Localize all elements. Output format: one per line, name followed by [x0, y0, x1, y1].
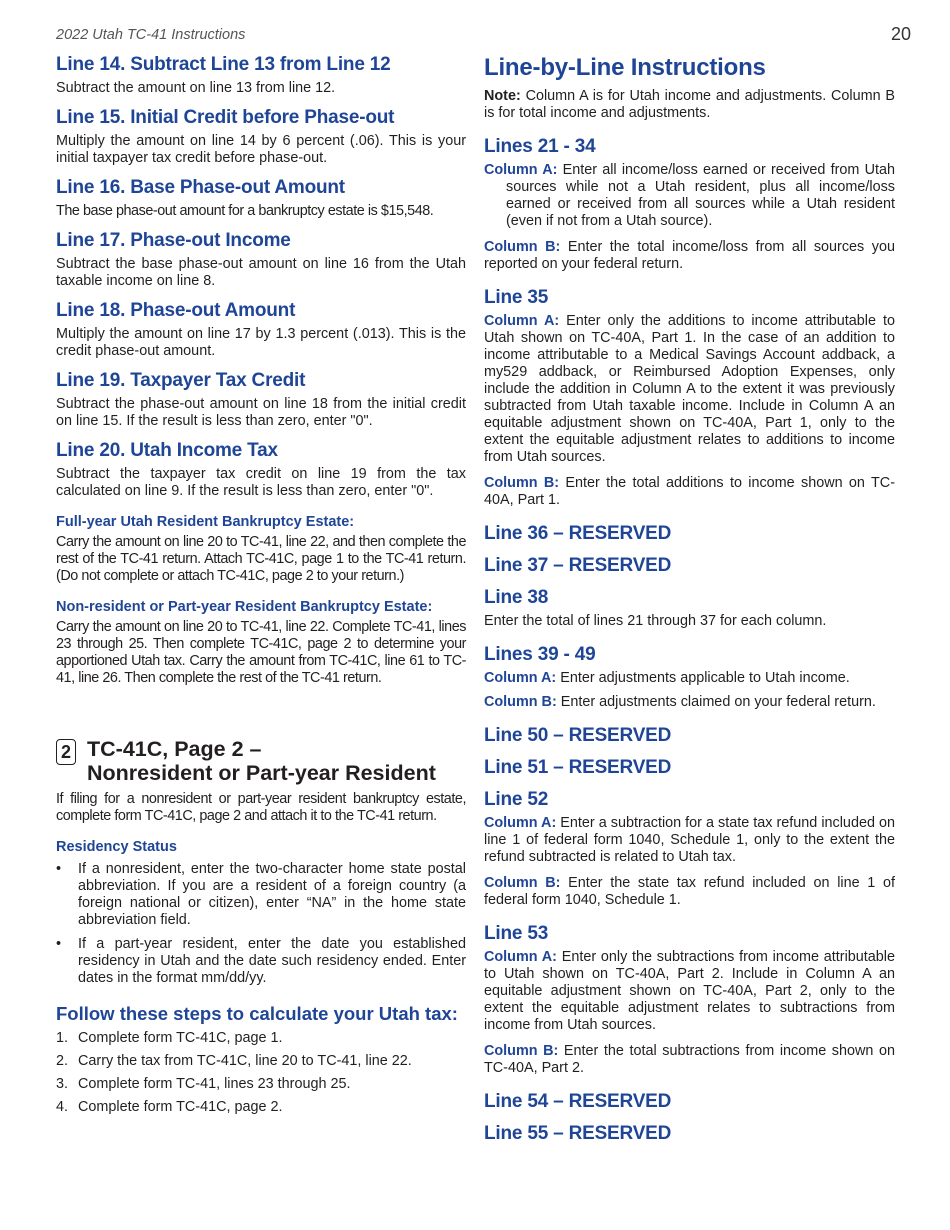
- full-year-heading: Full-year Utah Resident Bankruptcy Estate:: [56, 514, 355, 530]
- line-16-heading: Line 16. Base Phase-out Amount: [56, 177, 345, 198]
- non-resident-text: Carry the amount on line 20 to TC-41, line 22. Complete TC-41, lines 23 through 25. Then complete TC-41C, page 2 to determine your apportioned Utah tax. Carry the amount from TC-41C, line 61 to TC-41, line 26. Then complete the rest of the TC-41 return.: [56, 619, 466, 686]
- part2-title: [87, 737, 436, 785]
- step-number: 4.: [56, 1099, 69, 1115]
- part2-heading: [56, 737, 466, 785]
- line-17-text: Subtract the base phase-out amount on line 16 from the Utah taxable income on line 8.: [56, 256, 466, 289]
- list-item: [56, 861, 466, 929]
- lines-21-34-section: [484, 136, 895, 273]
- column-a-text: [484, 670, 895, 687]
- line-38-text: Enter the total of lines 21 through 37 for each column.: [484, 613, 827, 629]
- line-18-section: [56, 300, 466, 360]
- line-52-section: [484, 789, 895, 909]
- column-a-text: [484, 313, 895, 466]
- column-b-body: Enter adjustments claimed on your federal return.: [556, 694, 876, 710]
- column-a-label: Column A:: [484, 949, 557, 965]
- column-a-body: Enter a subtraction for a state tax refund included on line 1 of federal form 1040, Schedule 1, only to the extent the refund subtracted is related to Utah tax.: [484, 815, 895, 865]
- part2-title-line2: Nonresident or Part-year Resident: [87, 761, 436, 785]
- column-b-text: [484, 1043, 895, 1077]
- column-b-label: Column B:: [484, 875, 561, 891]
- left-column: [56, 54, 466, 1122]
- line-54-heading: Line 54 – RESERVED: [484, 1091, 672, 1112]
- column-a-body: Enter only the subtractions from income attributable to Utah shown on TC-40A, Part 2. Include in Column A an equitable adjustment shown on TC-40A, Part 2, only to the extent the equitable adjustment relates to subtractions from income from Utah sources.: [484, 949, 895, 1033]
- column-a-label: Column A:: [484, 313, 560, 329]
- bullet-marker: •: [56, 861, 62, 877]
- column-b-body: Enter the total income/loss from all sources you reported on your federal return.: [484, 239, 895, 272]
- steps-heading: Follow these steps to calculate your Utah tax:: [56, 1003, 458, 1024]
- line-35-section: [484, 287, 895, 509]
- step-number: 2.: [56, 1053, 69, 1069]
- lines-39-49-section: [484, 644, 895, 711]
- lines-21-34-heading: Lines 21 - 34: [484, 136, 596, 157]
- column-b-text: [484, 239, 895, 273]
- line-19-text: Subtract the phase-out amount on line 18 from the initial credit on line 15. If the result is less than zero, enter "0".: [56, 396, 466, 429]
- line-53-heading: Line 53: [484, 923, 549, 944]
- column-b-label: Column B:: [484, 239, 561, 255]
- line-15-text: Multiply the amount on line 14 by 6 percent (.06). This is your initial taxpayer tax credit before phase-out.: [56, 133, 466, 166]
- line-52-heading: Line 52: [484, 789, 549, 810]
- note-label: Note:: [484, 88, 521, 104]
- full-year-section: [56, 514, 466, 585]
- non-resident-heading: Non-resident or Part-year Resident Bankruptcy Estate:: [56, 599, 433, 615]
- line-17-section: [56, 230, 466, 290]
- line-15-section: [56, 107, 466, 167]
- column-a-body: Enter only the additions to income attributable to Utah shown on TC-40A, Part 1. In the case of an addition to income attributable to a Medical Savings Account addback, a my529 addback, or Reimbursed Adoption Expenses, only include the addition in Column A to the extent it was previously subtracted from Utah taxable income. Include in Column A an equitable adjustment shown on TC-40A, Part 1, only to the extent the equitable adjustment relates to additions to income from Utah sources.: [484, 313, 895, 465]
- step-text: Complete form TC-41C, page 2.: [78, 1099, 283, 1115]
- step-text: Complete form TC-41, lines 23 through 25.: [78, 1076, 351, 1092]
- note-paragraph: [484, 88, 895, 122]
- line-19-heading: Line 19. Taxpayer Tax Credit: [56, 370, 306, 391]
- part2-title-line1: TC-41C, Page 2 –: [87, 737, 262, 761]
- part2-section: [56, 737, 466, 1116]
- column-b-label: Column B:: [484, 475, 560, 491]
- line-36-heading: Line 36 – RESERVED: [484, 523, 672, 544]
- non-resident-section: [56, 599, 466, 687]
- line-19-section: [56, 370, 466, 430]
- column-a-body: Enter all income/loss earned or received from Utah sources while not a Utah resident, plus all income/loss earned or received from all sources while a Utah resident (even if not from a Utah source).: [506, 162, 895, 229]
- section-title: Line-by-Line Instructions: [484, 54, 766, 81]
- step-text: Complete form TC-41C, page 1.: [78, 1030, 283, 1046]
- list-item: [56, 1053, 466, 1070]
- list-item: [56, 1099, 466, 1116]
- column-a-label: Column A:: [484, 162, 558, 178]
- page-number: 20: [891, 24, 912, 44]
- column-a-text: [484, 949, 895, 1034]
- column-b-body: Enter the total subtractions from income shown on TC-40A, Part 2.: [484, 1043, 896, 1076]
- note-text: Column A is for Utah income and adjustments. Column B is for total income and adjustments.: [484, 88, 895, 121]
- line-50-heading: Line 50 – RESERVED: [484, 725, 672, 746]
- column-b-label: Column B:: [484, 1043, 559, 1059]
- column-a-text: [484, 815, 895, 866]
- full-year-text: Carry the amount on line 20 to TC-41, line 22, and then complete the rest of the TC-41 return. Attach TC-41C, page 1 to the TC-41 return. (Do not complete or attach TC-41C, page 2 to your return.): [56, 534, 466, 584]
- line-14-section: [56, 54, 466, 97]
- line-14-text: Subtract the amount on line 13 from line 12.: [56, 80, 336, 96]
- column-b-body: Enter the total additions to income shown on TC-40A, Part 1.: [484, 475, 895, 508]
- part2-intro: If filing for a nonresident or part-year resident bankruptcy estate, complete form TC-41C, page 2 and attach it to the TC-41 return.: [56, 791, 466, 824]
- bullet-marker: •: [56, 936, 62, 952]
- bullet-text: If a part-year resident, enter the date you established residency in Utah and the date such residency ended. Enter dates in the format mm/dd/yy.: [78, 936, 466, 986]
- column-b-text: [484, 475, 895, 509]
- column-b-text: [484, 875, 895, 909]
- step-number: 3.: [56, 1076, 69, 1092]
- bullet-text: If a nonresident, enter the two-character home state postal abbreviation. If you are a resident of a foreign country (a foreign national or citizen), enter “NA” in the home state abbreviation field.: [78, 861, 466, 928]
- step-number: 1.: [56, 1030, 69, 1046]
- list-item: [56, 1030, 466, 1047]
- column-b-body: Enter the state tax refund included on line 1 of federal form 1040, Schedule 1.: [484, 875, 895, 908]
- column-a-text: [484, 162, 895, 230]
- line-18-text: Multiply the amount on line 17 by 1.3 percent (.013). This is the credit phase-out amount.: [56, 326, 466, 359]
- line-53-section: [484, 923, 895, 1077]
- right-column: [484, 54, 895, 1145]
- line-17-heading: Line 17. Phase-out Income: [56, 230, 291, 251]
- list-item: [56, 1076, 466, 1093]
- list-item: [56, 936, 466, 987]
- line-20-section: [56, 440, 466, 500]
- lines-39-49-heading: Lines 39 - 49: [484, 644, 596, 665]
- line-14-heading: Line 14. Subtract Line 13 from Line 12: [56, 54, 391, 75]
- line-16-text: The base phase-out amount for a bankruptcy estate is $15,548.: [56, 203, 434, 219]
- residency-bullets: [56, 861, 466, 987]
- line-18-heading: Line 18. Phase-out Amount: [56, 300, 296, 321]
- line-35-heading: Line 35: [484, 287, 549, 308]
- column-b-label: Column B:: [484, 694, 557, 710]
- column-a-label: Column A:: [484, 670, 557, 686]
- step-text: Carry the tax from TC-41C, line 20 to TC-41, line 22.: [78, 1053, 412, 1069]
- part-number-badge: 2: [56, 739, 76, 765]
- line-51-heading: Line 51 – RESERVED: [484, 757, 672, 778]
- line-15-heading: Line 15. Initial Credit before Phase-out: [56, 107, 395, 128]
- line-20-heading: Line 20. Utah Income Tax: [56, 440, 278, 461]
- residency-status-heading: Residency Status: [56, 839, 177, 855]
- line-38-heading: Line 38: [484, 587, 549, 608]
- column-a-body: Enter adjustments applicable to Utah income.: [556, 670, 850, 686]
- column-a-label: Column A:: [484, 815, 557, 831]
- column-b-text: [484, 694, 895, 711]
- line-20-text: Subtract the taxpayer tax credit on line 19 from the tax calculated on line 9. If the result is less than zero, enter "0".: [56, 466, 466, 499]
- line-37-heading: Line 37 – RESERVED: [484, 555, 672, 576]
- line-38-section: [484, 587, 895, 630]
- line-16-section: [56, 177, 466, 220]
- line-55-heading: Line 55 – RESERVED: [484, 1123, 672, 1144]
- steps-list: [56, 1030, 466, 1116]
- running-header: 2022 Utah TC-41 Instructions: [56, 27, 246, 43]
